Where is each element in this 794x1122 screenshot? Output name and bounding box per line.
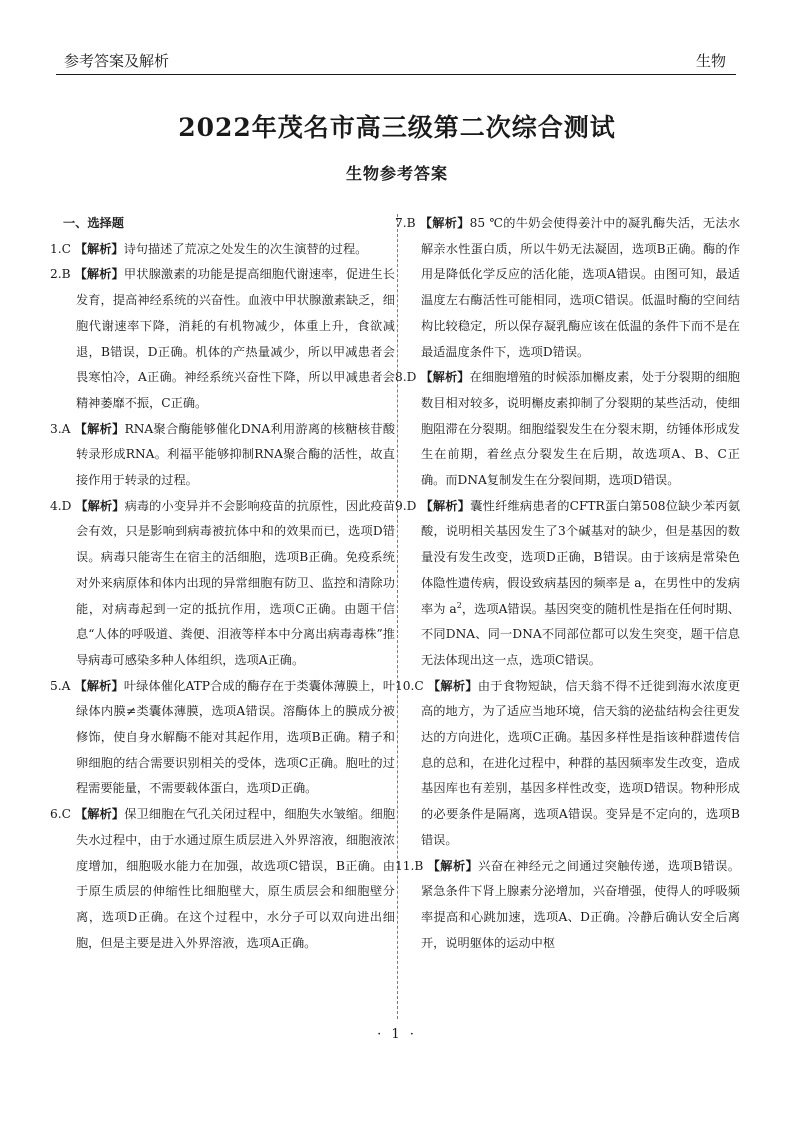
section-title: 一、选择题 xyxy=(63,216,124,230)
answer-item-5 xyxy=(50,674,396,803)
analysis-tag: 【解析】 xyxy=(74,267,124,282)
answer-number: 8.D xyxy=(395,370,417,385)
answer-item-10 xyxy=(395,674,741,854)
answer-number: 11.B xyxy=(395,858,424,873)
answer-text: 囊性纤维病患者的CFTR蛋白第508位缺少苯丙氨酸，说明相关基因发生了3个碱基对的缺少，但是基因的数量没有发生改变，选项D正确，B错误。由于该病是常染色体隐性遗传病，假设致病基因的频率是 a，在男性中的发病率为 a xyxy=(421,498,741,616)
answer-item-1 xyxy=(50,237,395,263)
analysis-tag: 【解析】 xyxy=(75,498,125,513)
answer-number: 6.C xyxy=(50,807,71,822)
analysis-tag: 【解析】 xyxy=(74,678,124,693)
analysis-tag: 【解析】 xyxy=(74,241,124,256)
answer-number: 4.D xyxy=(50,498,72,513)
answer-text: 兴奋在神经元之间通过突触传递，选项B错误。紧急条件下肾上腺素分泌增加，兴奋增强，使得人的呼吸频率提高和心跳加速，选项A、D正确。冷静后确认安全后离开，说明躯体的运动中枢 xyxy=(421,858,740,950)
answer-text: 病毒的小变异并不会影响疫苗的抗原性，因此疫苗会有效，只是影响到病毒被抗体中和的效果而已，选项D错误。病毒只能寄生在宿主的活细胞，选项B正确。免疫系统对外来病原体和体内出现的异常细胞有防卫、监控和清除功能，对病毒起到一定的抵抗作用，选项C正确。由题干信息“人体的呼吸道、粪便、泪液等样本中分离出病毒毒株”推导病毒可感染多种人体组织，选项A正确。 xyxy=(76,498,395,667)
answer-text: RNA聚合酶能够催化DNA利用游离的核糖核苷酸转录形成RNA。利福平能够抑制RNA聚合酶的活性，故直接作用于转录的过程。 xyxy=(76,421,396,488)
header-rule xyxy=(56,74,736,75)
analysis-tag: 【解析】 xyxy=(420,498,471,513)
left-column xyxy=(50,211,396,956)
answer-number: 5.A xyxy=(50,678,71,693)
answer-item-8 xyxy=(395,365,740,494)
answer-number: 1.C xyxy=(50,241,71,256)
superscript: 2 xyxy=(456,600,462,610)
answer-item-4 xyxy=(50,494,395,674)
column-divider xyxy=(397,214,398,1019)
answer-number: 9.D xyxy=(395,498,417,513)
analysis-tag: 【解析】 xyxy=(419,216,470,230)
analysis-tag: 【解析】 xyxy=(427,678,478,693)
answer-text: 甲状腺激素的功能是提高细胞代谢速率，促进生长发育，提高神经系统的兴奋性。血液中甲状腺激素缺乏，细胞代谢速率下降，消耗的有机物减少，体重上升，食欲减退，B错误，D正确。机体的产热量减少，所以甲减患者会畏寒怕冷，A正确。神经系统兴奋性下降，所以甲减患者会精神萎靡不振，C正确。 xyxy=(76,267,395,410)
answer-number: 3.A xyxy=(50,421,71,436)
answer-number: 2.B xyxy=(50,267,71,282)
page-number: · 1 · xyxy=(377,1027,417,1042)
answer-number: 10.C xyxy=(395,678,424,693)
analysis-tag: 【解析】 xyxy=(74,421,125,436)
analysis-tag: 【解析】 xyxy=(427,858,479,873)
document-subtitle: 生物参考答案 xyxy=(345,164,448,183)
right-column xyxy=(395,211,741,956)
answer-text: 保卫细胞在气孔关闭过程中，细胞失水皱缩。细胞失水过程中，由于水通过原生质层进入外界溶液，细胞液浓度增加，细胞吸水能力在加强，故选项C错误，B正确。由于原生质层的伸缩性比细胞壁大，原生质层会和细胞壁分离，选项D正确。在这个过程中，水分子可以双向进出细胞，但是主要是进入外界溶液，选项A正确。 xyxy=(76,807,396,950)
header-subject-label: 生物 xyxy=(695,52,726,70)
answer-text: 叶绿体催化ATP合成的酶存在于类囊体薄膜上，叶绿体内膜≠类囊体薄膜，选项A错误。溶酶体上的膜成分被修饰，使自身水解酶不能对其起作用，选项B正确。精子和卵细胞的结合需要识别相关的受体，选项C正确。胞吐的过程需要能量，不需要载体蛋白，选项D正确。 xyxy=(76,678,396,796)
answer-text: 在细胞增殖的时候添加槲皮素，处于分裂期的细胞数目相对较多，说明槲皮素抑制了分裂期的某些活动，使细胞阻滞在分裂期。细胞缢裂发生在分裂末期，纺锤体形成发生在前期，着丝点分裂发生在后期，故选项A、B、C正确。而DNA复制发生在分裂间期，选项D错误。 xyxy=(421,370,740,488)
answer-text: 诗句描述了荒凉之处发生的次生演替的过程。 xyxy=(123,241,368,256)
answer-text: 由于食物短缺，信天翁不得不迁徙到海水浓度更高的地方，为了适应当地环境，信天翁的泌盐结构会往更发达的方向进化，选项C正确。基因多样性是指该种群遗传信息的总和，在进化过程中，种群的基因频率发生改变，造成基因库也有差别，基因多样性改变，选项D错误。物种形成的必要条件是隔离，选项A错误。变异是不定向的，选项B错误。 xyxy=(421,678,741,847)
answer-item-3 xyxy=(50,417,396,494)
page-header xyxy=(56,50,736,76)
analysis-tag: 【解析】 xyxy=(74,807,125,822)
answer-item-11 xyxy=(395,854,740,957)
answer-item-9 xyxy=(395,494,741,674)
analysis-tag: 【解析】 xyxy=(420,370,470,385)
answer-item-7 xyxy=(395,211,741,365)
answer-text-continued: ，选项A错误。基因突变的随机性是指在任何时期、不同DNA、同一DNA不同部位都可以发生突变，题干信息无法体现出这一点，选项C错误。 xyxy=(421,601,740,667)
answer-item-2 xyxy=(50,262,395,416)
header-left-label: 参考答案及解析 xyxy=(64,52,170,70)
answer-text: 85 ℃的牛奶会使得姜汁中的凝乳酶失活，无法水解亲水性蛋白质，所以牛奶无法凝固，选项B正确。酶的作用是降低化学反应的活化能，选项A错误。由图可知，最适温度左右酶活性可能相同，选项C错误。低温时酶的空间结构比较稳定，所以保存凝乳酶应该在低温的条件下而不是在最适温度条件下，选项D错误。 xyxy=(421,216,741,359)
answer-item-6 xyxy=(50,802,396,956)
document-title: 2022年茂名市高三级第二次综合测试 xyxy=(178,113,616,142)
answer-number: 7.B xyxy=(395,216,416,230)
